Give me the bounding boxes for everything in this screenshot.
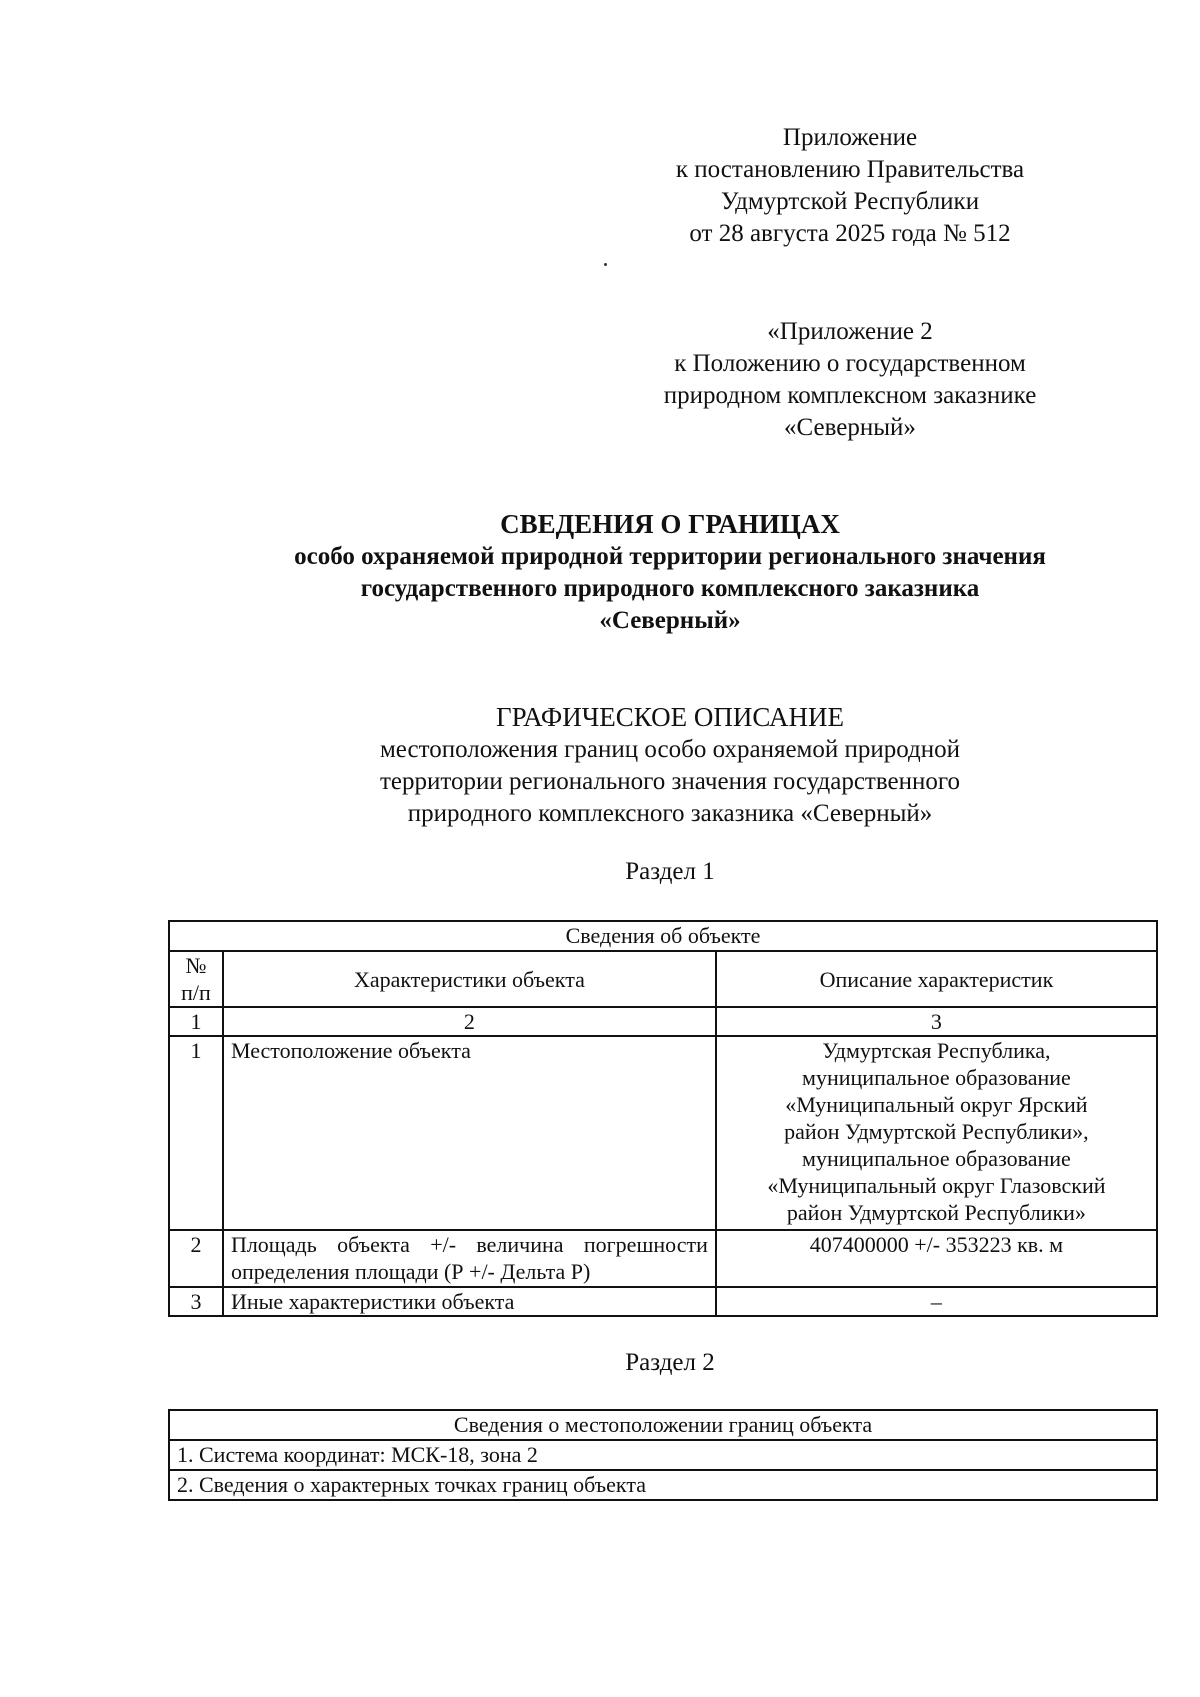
section-1-title: Раздел 1 bbox=[625, 858, 715, 885]
row-description: 407400000 +/- 353223 кв. м bbox=[716, 1230, 1157, 1287]
table-header: Сведения об объекте bbox=[169, 921, 1157, 951]
object-info-table bbox=[168, 920, 1158, 1317]
description-line: Удмуртская Республика, bbox=[822, 1038, 1051, 1063]
reference-block bbox=[600, 316, 1100, 444]
section-2-title: Раздел 2 bbox=[625, 1349, 715, 1376]
graphic-description-title: ГРАФИЧЕСКОЕ ОПИСАНИЕ bbox=[495, 702, 845, 732]
row-description: – bbox=[716, 1287, 1157, 1316]
graphic-subtitle-line: территории регионального значения государственного bbox=[379, 768, 961, 795]
graphic-subtitle-line: местоположения границ особо охраняемой природной bbox=[379, 736, 961, 763]
attachment-line: Приложение bbox=[782, 124, 918, 151]
attachment-line: к постановлению Правительства bbox=[675, 156, 1025, 183]
stray-dot bbox=[604, 263, 607, 266]
table-row bbox=[169, 1230, 1157, 1287]
subtitle-line: особо охраняемой природной территории регионального значения bbox=[294, 543, 1046, 570]
description-line: район Удмуртской Республики» bbox=[786, 1200, 1086, 1225]
reference-line: природном комплексном заказнике bbox=[663, 382, 1037, 409]
reference-line: «Приложение 2 bbox=[767, 318, 933, 345]
row-text: 1. Система координат: МСК-18, зона 2 bbox=[169, 1440, 1157, 1470]
table-row bbox=[169, 1470, 1157, 1500]
row-number: 2 bbox=[169, 1230, 223, 1287]
row-text: 2. Сведения о характерных точках границ объекта bbox=[169, 1470, 1157, 1500]
column-header-description: Описание характеристик bbox=[716, 951, 1157, 1007]
table-row bbox=[169, 1287, 1157, 1316]
description-line: муниципальное образование bbox=[802, 1065, 1071, 1090]
document-title: СВЕДЕНИЯ О ГРАНИЦАХ bbox=[500, 509, 840, 539]
reference-line: «Северный» bbox=[784, 414, 916, 441]
row-number: 3 bbox=[169, 1287, 223, 1316]
column-header-number: № п/п bbox=[169, 951, 223, 1007]
description-line: район Удмуртской Республики», bbox=[784, 1119, 1089, 1144]
column-number: 1 bbox=[169, 1007, 223, 1036]
subtitle-line: государственного природного комплексного заказника bbox=[360, 575, 980, 602]
reference-line: к Положению о государственном bbox=[674, 350, 1026, 377]
column-number: 3 bbox=[716, 1007, 1157, 1036]
subtitle-line: «Северный» bbox=[599, 607, 741, 634]
attachment-block bbox=[600, 122, 1100, 250]
column-number: 2 bbox=[223, 1007, 716, 1036]
column-header-characteristic: Характеристики объекта bbox=[223, 951, 716, 1007]
table-header: Сведения о местоположении границ объекта bbox=[169, 1410, 1157, 1440]
table-row bbox=[169, 1440, 1157, 1470]
description-line: «Муниципальный округ Ярский bbox=[785, 1092, 1088, 1117]
row-characteristic: Местоположение объекта bbox=[223, 1036, 716, 1230]
graphic-description-subtitle bbox=[150, 734, 1190, 830]
description-line: муниципальное образование bbox=[802, 1146, 1071, 1171]
row-number: 1 bbox=[169, 1036, 223, 1230]
row-characteristic: Иные характеристики объекта bbox=[223, 1287, 716, 1316]
attachment-line: Удмуртской Республики bbox=[720, 188, 980, 215]
table-row bbox=[169, 1036, 1157, 1230]
graphic-subtitle-line: природного комплексного заказника «Северный» bbox=[407, 800, 933, 827]
boundary-info-table bbox=[168, 1409, 1158, 1501]
row-description bbox=[716, 1036, 1157, 1230]
document-subtitle bbox=[100, 541, 1200, 637]
row-characteristic: Площадь объекта +/- величина погрешности определения площади (Р +/- Дельта Р) bbox=[223, 1230, 716, 1287]
description-line: «Муниципальный округ Глазовский bbox=[767, 1173, 1106, 1198]
attachment-line: от 28 августа 2025 года № 512 bbox=[689, 220, 1011, 247]
